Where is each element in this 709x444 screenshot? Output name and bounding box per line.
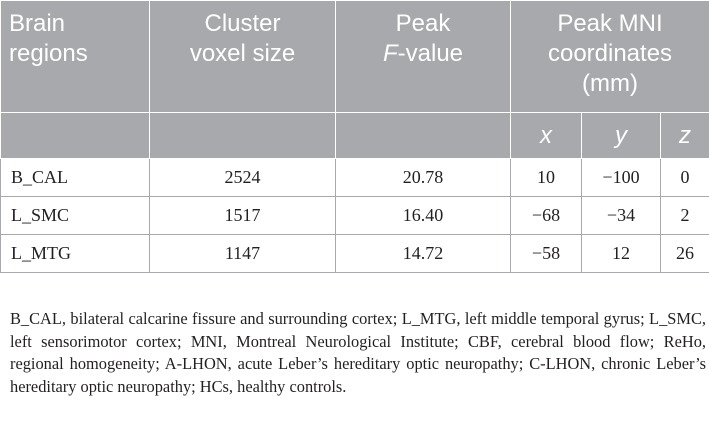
cell-x: −68 xyxy=(511,197,582,235)
header-peak-f xyxy=(336,1,511,113)
cell-region: L_MTG xyxy=(1,235,150,273)
subheader-x: x xyxy=(511,113,582,159)
header-peak-mni-line2: coordinates xyxy=(547,40,673,67)
subheader-z: z xyxy=(661,113,709,159)
cell-f: 16.40 xyxy=(336,197,511,235)
subheader-empty-2 xyxy=(150,113,336,159)
header-brain-regions-line2: regions xyxy=(9,40,88,67)
cell-size: 2524 xyxy=(150,159,336,197)
header-peak-mni-line3: (mm) xyxy=(582,70,638,97)
cell-z: 0 xyxy=(661,159,709,197)
subheader-row xyxy=(1,113,709,159)
table-footnote: B_CAL, bilateral calcarine fissure and surrounding cortex; L_MTG, left middle temporal gyrus; L_SMC, left sensorimotor cortex; MNI, Montreal Neurological Institute; CBF, cerebral blood flow; ReHo, regional homogeneity; A-LHON, acute Leber’s hereditary optic neuropathy; C-LHON, chronic Leber’s hereditary optic neuropathy; HCs, healthy controls. xyxy=(10,309,706,396)
header-peak-mni xyxy=(511,1,709,113)
header-peak-f-line1: Peak xyxy=(395,10,451,37)
cell-f: 14.72 xyxy=(336,235,511,273)
cell-x: −58 xyxy=(511,235,582,273)
table-row xyxy=(1,197,709,235)
header-peak-f-letter: F xyxy=(382,40,398,67)
cell-f: 20.78 xyxy=(336,159,511,197)
cell-z: 26 xyxy=(661,235,709,273)
table-row xyxy=(1,235,709,273)
header-brain-regions xyxy=(1,1,150,113)
header-row xyxy=(1,1,709,113)
cell-x: 10 xyxy=(511,159,582,197)
cell-y: −34 xyxy=(582,197,661,235)
subheader-empty-1 xyxy=(1,113,150,159)
cell-z: 2 xyxy=(661,197,709,235)
header-cluster-size-line2: voxel size xyxy=(189,40,296,67)
header-peak-f-suffix: -value xyxy=(397,40,464,67)
cell-region: L_SMC xyxy=(1,197,150,235)
cell-size: 1517 xyxy=(150,197,336,235)
cell-region: B_CAL xyxy=(1,159,150,197)
header-brain-regions-line1: Brain xyxy=(9,10,66,37)
subheader-y: y xyxy=(582,113,661,159)
cell-size: 1147 xyxy=(150,235,336,273)
header-cluster-size xyxy=(150,1,336,113)
header-peak-mni-line1: Peak MNI xyxy=(557,10,663,37)
cell-y: 12 xyxy=(582,235,661,273)
header-cluster-size-line1: Cluster xyxy=(204,10,281,37)
table-row xyxy=(1,159,709,197)
cell-y: −100 xyxy=(582,159,661,197)
subheader-empty-3 xyxy=(336,113,511,159)
